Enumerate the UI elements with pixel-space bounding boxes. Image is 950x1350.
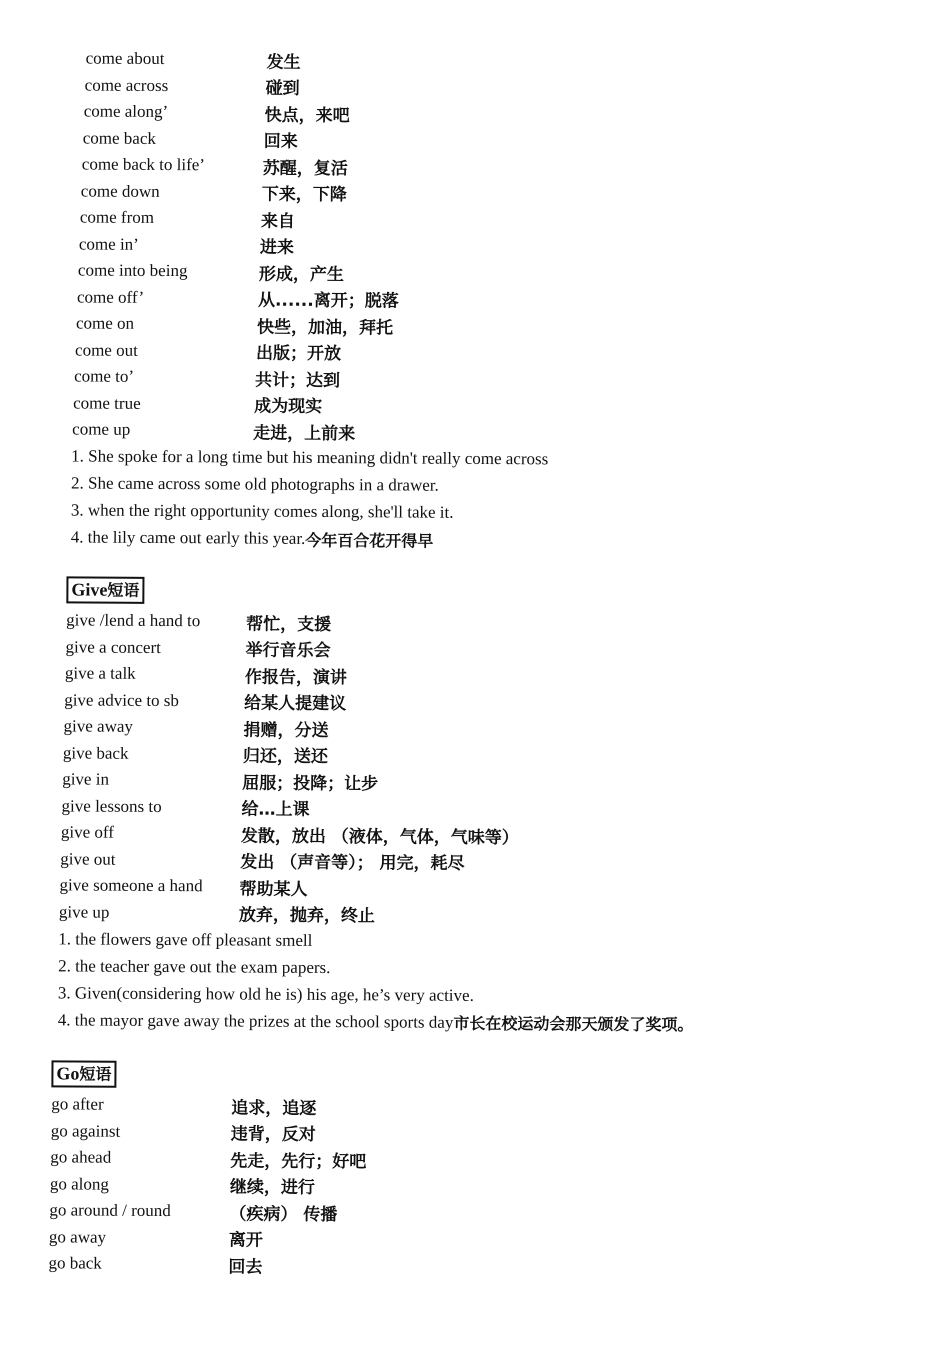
give-example-list: [58, 925, 950, 1039]
go-heading-cn: 短语: [79, 1064, 112, 1084]
go-section-heading: [51, 1060, 116, 1087]
give-section-heading: [66, 576, 144, 603]
phrase-english: come back: [82, 128, 156, 148]
phrase-english: go around / round: [49, 1200, 171, 1221]
go-phrase-list: [50, 1091, 950, 1282]
phrase-english: go back: [48, 1253, 102, 1273]
phrase-english: come in’: [78, 234, 139, 254]
phrase-chinese-meaning: 帮助某人: [239, 879, 308, 900]
phrase-english: go ahead: [50, 1147, 112, 1167]
example-chinese-translation: 今年百合花开得早: [305, 530, 434, 551]
phrase-chinese-meaning: 归还，送还: [242, 746, 328, 768]
example-english: 2. She came across some old photographs in a drawer.: [70, 473, 439, 495]
phrase-chinese-meaning: 出版；开放: [255, 343, 342, 365]
example-english: 3. when the right opportunity comes along, she'll take it.: [70, 500, 454, 522]
go-phrases-section: [50, 1060, 950, 1282]
phrase-english: come off’: [76, 287, 145, 307]
come-phrases-section: [70, 46, 950, 557]
phrase-english: give a concert: [65, 637, 161, 657]
phrase-chinese-meaning: 追求，追逐: [231, 1098, 317, 1119]
phrase-chinese-meaning: 碰到: [265, 78, 300, 100]
phrase-chinese-meaning: 举行音乐会: [245, 640, 331, 662]
phrase-english: come down: [80, 181, 160, 201]
phrase-english: come along’: [83, 101, 169, 122]
phrase-chinese-meaning: 进来: [259, 237, 294, 259]
phrase-chinese-meaning: 来自: [260, 211, 295, 232]
phrase-english: give out: [60, 849, 116, 869]
give-phrases-section: [57, 576, 950, 1038]
phrase-chinese-meaning: 发出 （声音等）； 用完，耗尽: [240, 852, 465, 875]
phrase-english: come to’: [74, 366, 135, 387]
go-heading-en: Go: [56, 1063, 80, 1084]
phrase-english: come from: [79, 207, 155, 228]
give-example-sentence: [58, 1006, 950, 1039]
phrase-english: come across: [84, 75, 169, 95]
phrase-english: give in: [62, 769, 110, 789]
phrase-english: come out: [75, 340, 138, 360]
example-english: 4. the mayor gave away the prizes at the school sports day: [57, 1009, 454, 1032]
phrase-english: give back: [62, 743, 129, 763]
phrase-english: come true: [73, 393, 141, 413]
phrase-chinese-meaning: 发散，放出 （液体，气体，气味等）: [240, 826, 519, 848]
phrase-english: come up: [72, 419, 131, 440]
phrase-chinese-meaning: 共计；达到: [255, 370, 341, 391]
phrase-chinese-meaning: 形成，产生: [258, 264, 344, 285]
phrase-english: come back to life’: [81, 154, 206, 175]
phrase-english: come into being: [77, 260, 188, 281]
phrase-chinese-meaning: 发生: [266, 52, 301, 73]
phrase-english: come on: [75, 313, 135, 334]
phrase-english: give advice to sb: [64, 690, 180, 710]
phrase-english: give up: [58, 902, 110, 922]
phrase-chinese-meaning: （疾病） 传播: [229, 1204, 338, 1225]
phrase-english: give away: [63, 716, 134, 737]
phrase-english: go after: [51, 1094, 104, 1114]
give-phrase-list: [58, 607, 950, 930]
phrase-chinese-meaning: 帮忙，支援: [246, 614, 332, 635]
phrase-chinese-meaning: 快些，加油，拜托: [256, 317, 394, 339]
example-english: 2. the teacher gave out the exam papers.: [58, 955, 331, 977]
phrase-chinese-meaning: 成为现实: [254, 396, 323, 418]
phrase-chinese-meaning: 下来，下降: [261, 184, 347, 206]
phrase-chinese-meaning: 回去: [228, 1257, 263, 1278]
phrase-english: give off: [60, 822, 115, 842]
come-example-list: [71, 443, 950, 557]
phrase-english: give lessons to: [61, 796, 162, 816]
phrase-chinese-meaning: 屈服；投降；让步: [242, 773, 379, 795]
phrase-chinese-meaning: 捐赠，分送: [243, 720, 329, 741]
phrase-chinese-meaning: 走进，上前来: [253, 423, 356, 444]
phrase-english: give someone a hand: [59, 875, 203, 896]
phrase-chinese-meaning: 先走，先行；好吧: [230, 1151, 367, 1173]
give-heading-en: Give: [71, 579, 108, 600]
phrase-english: go away: [48, 1227, 107, 1247]
phrase-chinese-meaning: 快点，来吧: [264, 105, 350, 126]
phrase-english: come about: [85, 48, 165, 69]
example-english: 3. Given(considering how old he is) his age, he’s very active.: [57, 982, 474, 1005]
give-heading-cn: 短语: [107, 580, 140, 600]
phrase-english: go along: [49, 1174, 109, 1194]
phrase-chinese-meaning: 作报告，演讲: [244, 667, 347, 688]
come-phrase-list: [72, 46, 950, 449]
phrase-english: give a talk: [64, 663, 136, 684]
phrase-english: give /lend a hand to: [66, 610, 201, 631]
phrase-english: go against: [50, 1121, 121, 1141]
example-english: 4. the lily came out early this year.: [70, 527, 306, 548]
phrase-chinese-meaning: 给某人提建议: [244, 693, 347, 715]
example-chinese-translation: 市长在校运动会那天颁发了奖项。: [453, 1013, 694, 1035]
phrase-chinese-meaning: 回来: [263, 131, 298, 153]
go-phrase-row: [48, 1250, 950, 1282]
come-example-sentence: [71, 524, 950, 557]
phrase-chinese-meaning: 违背，反对: [230, 1124, 316, 1146]
phrase-chinese-meaning: 从......离开；脱落: [257, 290, 399, 312]
phrase-chinese-meaning: 给…上课: [241, 799, 310, 821]
phrase-chinese-meaning: 继续，进行: [229, 1177, 315, 1199]
example-english: 1. She spoke for a long time but his meaning didn't really come across: [71, 446, 549, 469]
example-english: 1. the flowers gave off pleasant smell: [58, 928, 313, 950]
phrase-chinese-meaning: 离开: [228, 1230, 263, 1251]
phrase-chinese-meaning: 苏醒，复活: [262, 158, 348, 179]
phrase-chinese-meaning: 放弃，抛弃，终止: [238, 905, 375, 927]
